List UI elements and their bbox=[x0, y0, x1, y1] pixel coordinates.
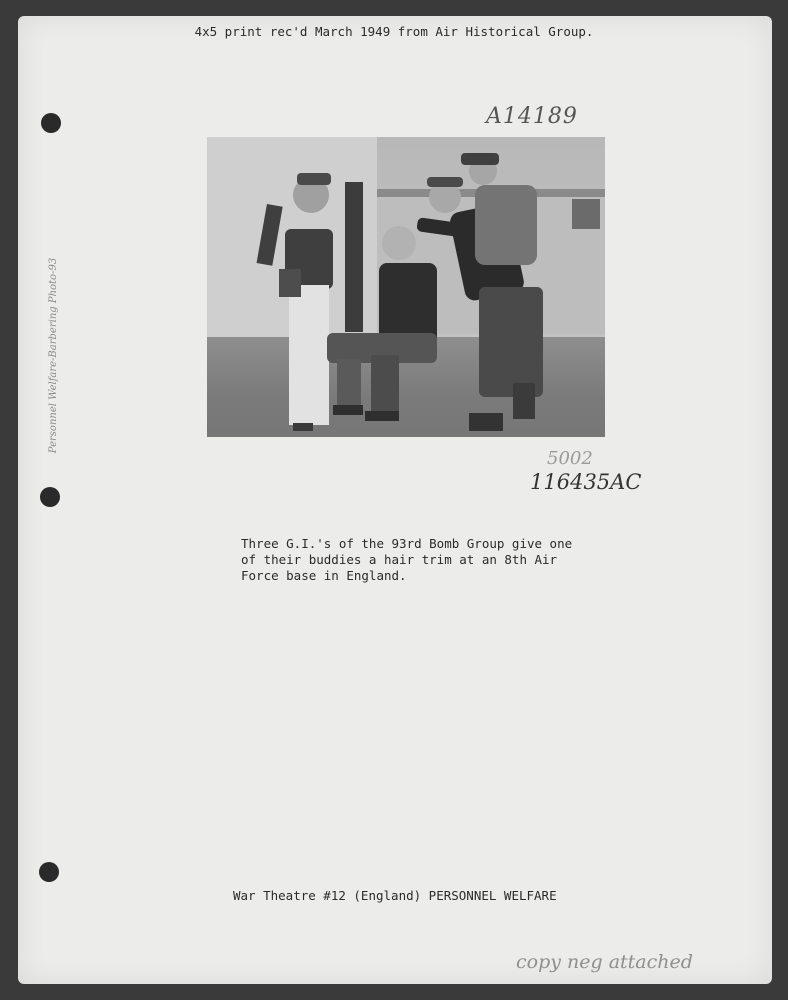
old-photo-number: 5002 bbox=[547, 448, 593, 469]
photo-scene bbox=[207, 137, 605, 437]
catalog-number: A14189 bbox=[486, 104, 578, 129]
photograph bbox=[207, 137, 605, 437]
caption-line-2: of their buddies a hair trim at an 8th Air bbox=[241, 552, 558, 567]
category-footer: War Theatre #12 (England) PERSONNEL WELFARE bbox=[233, 888, 557, 903]
punch-hole-bottom bbox=[39, 862, 59, 882]
ac-photo-number: 116435AC bbox=[530, 470, 642, 494]
punch-hole-middle bbox=[40, 487, 60, 507]
margin-note: Personnel Welfare-Barbering Photo-93 bbox=[48, 257, 60, 454]
caption-line-3: Force base in England. bbox=[241, 568, 407, 583]
caption-line-1: Three G.I.'s of the 93rd Bomb Group give one bbox=[241, 536, 573, 551]
hut-window bbox=[572, 199, 600, 229]
receipt-note: 4x5 print rec'd March 1949 from Air Historical Group. bbox=[194, 24, 594, 39]
handwritten-note: copy neg attached bbox=[516, 951, 693, 973]
photo-caption bbox=[241, 536, 572, 584]
punch-hole-top bbox=[41, 113, 61, 133]
doorway bbox=[345, 182, 363, 332]
